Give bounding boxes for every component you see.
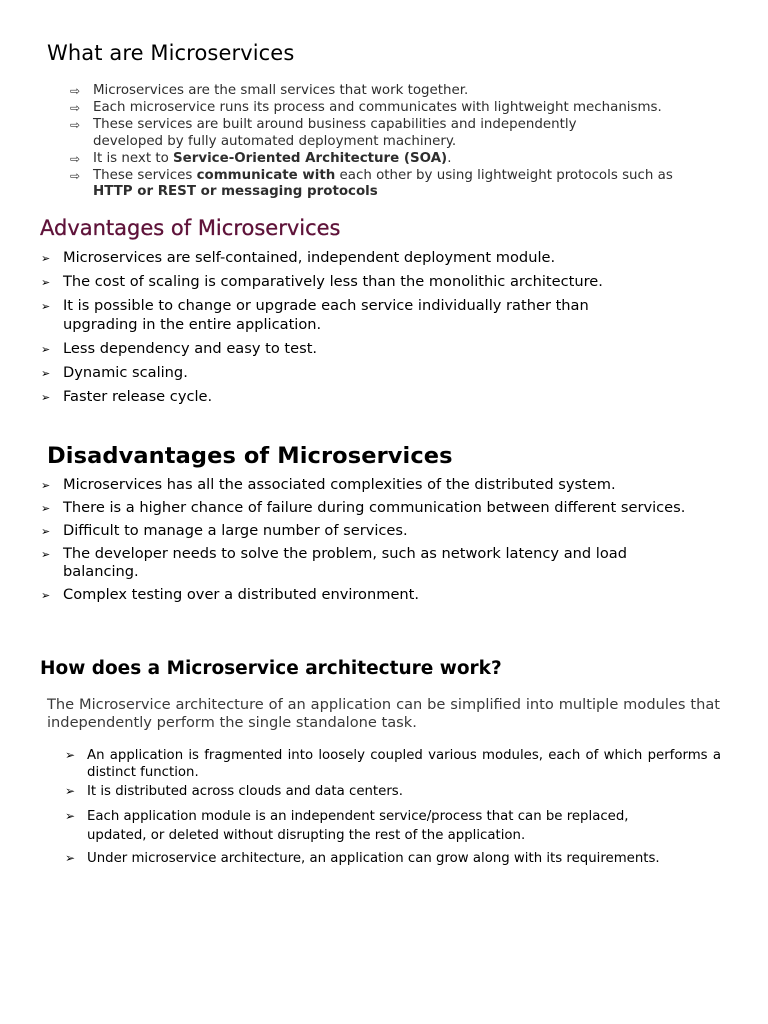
hollow-right-arrow-icon: ⇨ [70, 151, 81, 166]
arrowhead-bullet-icon: ➢ [65, 784, 76, 798]
arrowhead-bullet-icon: ➢ [41, 479, 51, 492]
arrowhead-bullet-icon: ➢ [41, 548, 51, 561]
advantages-title: Advantages of Microservices [40, 216, 341, 240]
how-item-text: An application is fragmented into loosely coupled various modules, each of which performs a distinct function. [87, 748, 721, 780]
advantage-text: Dynamic scaling. [63, 364, 188, 381]
arrowhead-bullet-icon: ➢ [41, 525, 51, 538]
intro-item-bold-protocols: HTTP or REST or messaging protocols [93, 184, 378, 199]
disadvantage-text: There is a higher chance of failure during communication between different services. [63, 499, 686, 516]
advantage-text: It is possible to change or upgrade each service individually rather than upgrading in the entire application. [63, 297, 589, 333]
list-item [70, 151, 730, 168]
list-item [64, 850, 721, 867]
list-item [40, 545, 700, 581]
disadvantage-text: The developer needs to solve the problem, such as network latency and load balancing. [63, 545, 627, 580]
arrowhead-bullet-icon: ➢ [41, 276, 51, 289]
arrowhead-bullet-icon: ➢ [41, 391, 51, 404]
advantages-list [40, 248, 740, 411]
list-item [70, 100, 730, 117]
list-item [70, 117, 630, 150]
list-item [40, 272, 740, 291]
intro-item-text-pre: These services [93, 167, 197, 183]
hollow-right-arrow-icon: ⇨ [70, 168, 81, 183]
intro-list [70, 83, 730, 201]
arrowhead-bullet-icon: ➢ [65, 748, 76, 762]
intro-item-bold: communicate with [196, 167, 336, 183]
arrowhead-bullet-icon: ➢ [65, 809, 76, 823]
list-item [40, 499, 740, 517]
arrowhead-bullet-icon: ➢ [41, 300, 51, 313]
how-item-text: Under microservice architecture, an application can grow along with its requirements. [87, 851, 660, 866]
arrowhead-bullet-icon: ➢ [41, 252, 51, 265]
list-item [40, 363, 740, 382]
list-item [64, 807, 664, 845]
intro-item-bold: Service-Oriented Architecture (SOA) [173, 150, 448, 166]
list-item [40, 339, 740, 358]
list-item [40, 522, 740, 540]
list-item [70, 168, 730, 201]
how-it-works-title: How does a Microservice architecture work? [40, 658, 502, 679]
disadvantage-text: Microservices has all the associated complexities of the distributed system. [63, 476, 616, 493]
list-item [40, 476, 740, 494]
advantage-text: Less dependency and easy to test. [63, 340, 318, 357]
intro-item-text: These services are built around business capabilities and independently developed by fully automated deployment machinery. [93, 117, 577, 149]
list-item [40, 296, 665, 334]
arrowhead-bullet-icon: ➢ [65, 851, 76, 865]
intro-item-text-post: each other by using lightweight protocols such as [335, 167, 673, 183]
list-item [40, 586, 740, 604]
hollow-right-arrow-icon: ⇨ [70, 118, 81, 132]
arrowhead-bullet-icon: ➢ [41, 589, 51, 602]
how-item-text: It is distributed across clouds and data centers. [87, 784, 403, 799]
list-item [40, 387, 740, 406]
disadvantages-list [40, 476, 740, 609]
disadvantage-text: Complex testing over a distributed environment. [63, 586, 420, 603]
arrowhead-bullet-icon: ➢ [41, 367, 51, 380]
disadvantage-text: Difficult to manage a large number of services. [63, 522, 408, 539]
list-item [70, 83, 730, 100]
list-item [40, 248, 740, 267]
advantage-text: Faster release cycle. [63, 388, 213, 405]
how-it-works-list [64, 747, 721, 867]
how-item-text: Each application module is an independent service/process that can be replaced, updated, or deleted without disrupting the rest of the application. [87, 809, 629, 843]
intro-title: What are Microservices [47, 41, 295, 65]
intro-item-text: Each microservice runs its process and communicates with lightweight mechanisms. [93, 100, 662, 115]
intro-item-text: Microservices are the small services that work together. [93, 83, 469, 98]
arrowhead-bullet-icon: ➢ [41, 502, 51, 515]
disadvantages-title: Disadvantages of Microservices [47, 443, 453, 469]
hollow-right-arrow-icon: ⇨ [70, 101, 81, 115]
hollow-right-arrow-icon: ⇨ [70, 84, 81, 98]
intro-item-text-pre: It is next to [93, 150, 174, 166]
advantage-text: Microservices are self-contained, independent deployment module. [63, 249, 556, 266]
advantage-text: The cost of scaling is comparatively less than the monolithic architecture. [63, 273, 603, 290]
how-it-works-paragraph: The Microservice architecture of an application can be simplified into multiple modules that independently perform the single standalone task. [47, 696, 720, 731]
list-item [64, 783, 721, 800]
list-item [64, 747, 721, 781]
intro-item-text-post: . [447, 150, 452, 166]
arrowhead-bullet-icon: ➢ [41, 343, 51, 356]
